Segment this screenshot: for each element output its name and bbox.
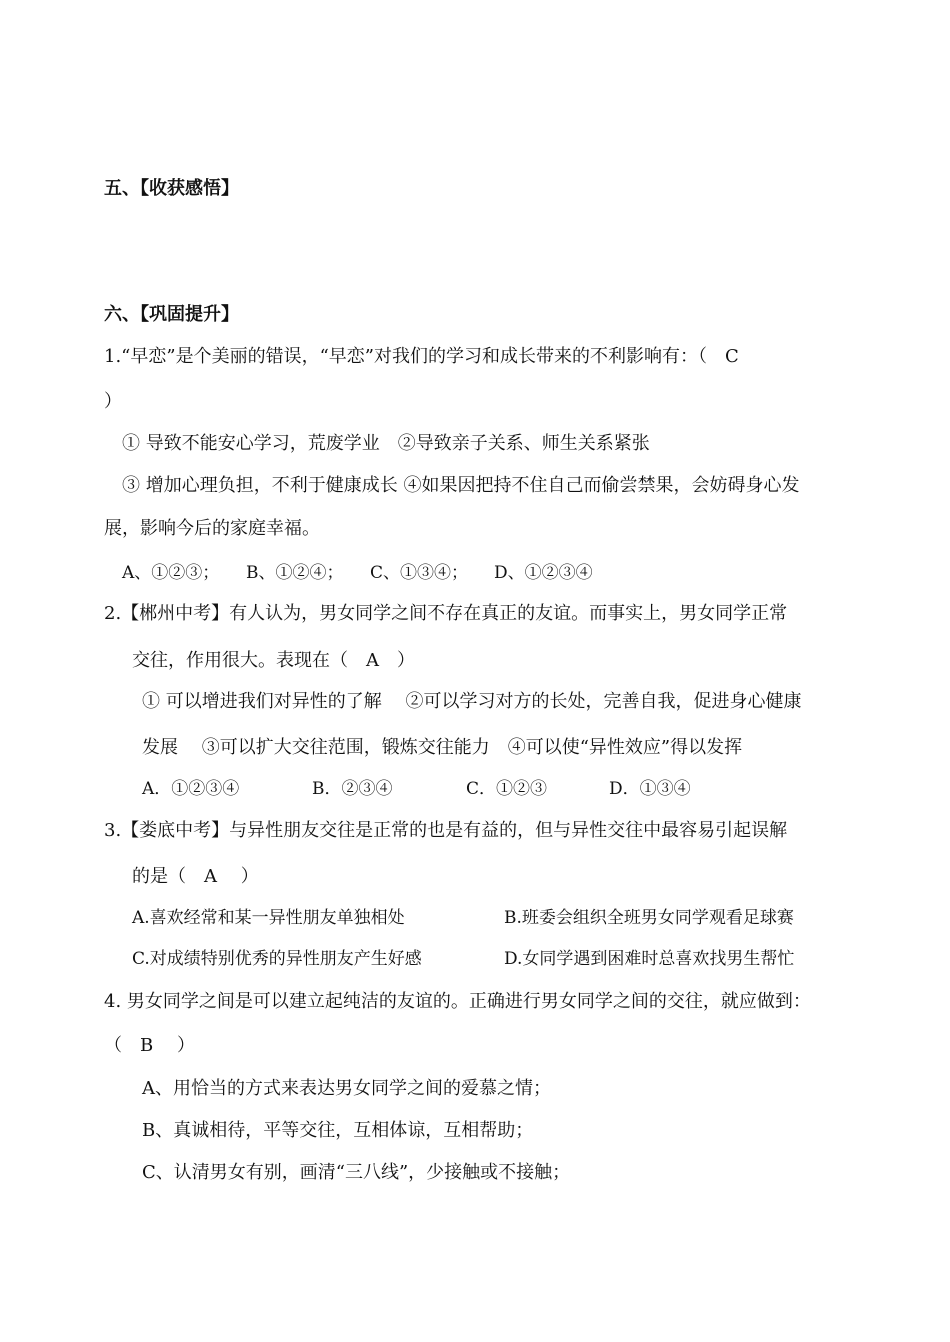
q1-option-a: A、①②③； bbox=[122, 563, 220, 583]
q2-stem-cont: 交往，作用很大。表现在（ A ） bbox=[132, 650, 415, 671]
q2-item-2-4: 发展 ③可以扩大交往范围，锻炼交往能力 ④可以使“异性效应”得以发挥 bbox=[142, 737, 743, 758]
q3-option-c: C.对成绩特别优秀的异性朋友产生好感 bbox=[132, 949, 422, 969]
q1-option-d: D、①②③④ bbox=[494, 563, 593, 583]
q3-option-a: A.喜欢经常和某一异性朋友单独相处 bbox=[132, 908, 405, 928]
section-six-heading: 六、【巩固提升】 bbox=[104, 304, 239, 325]
q1-item-4-cont: 展，影响今后的家庭幸福。 bbox=[104, 518, 320, 539]
q1-option-c: C、①③④； bbox=[370, 563, 469, 583]
q2-option-a: A．①②③④ bbox=[142, 779, 240, 799]
q3-option-b: B.班委会组织全班男女同学观看足球赛 bbox=[504, 908, 794, 928]
q2-stem: 2.【郴州中考】有人认为，男女同学之间不存在真正的友谊。而事实上，男女同学正常 bbox=[104, 603, 788, 624]
q3-stem-cont: 的是（ A ） bbox=[132, 866, 259, 887]
q3-stem: 3.【娄底中考】与异性朋友交往是正常的也是有益的，但与异性交往中最容易引起误解 bbox=[104, 820, 788, 841]
q2-item-1-2: ① 可以增进我们对异性的了解 ②可以学习对方的长处，完善自我，促进身心健康 bbox=[142, 691, 802, 712]
q4-option-c: C、认清男女有别，画清“三八线”，少接触或不接触； bbox=[142, 1162, 571, 1183]
q2-option-c: C．①②③ bbox=[466, 779, 548, 799]
q4-stem-cont: （ B ） bbox=[104, 1035, 195, 1056]
q2-option-b: B．②③④ bbox=[312, 779, 393, 799]
q2-option-d: D．①③④ bbox=[609, 779, 691, 799]
q1-stem: 1.“早恋”是个美丽的错误，“早恋”对我们的学习和成长带来的不利影响有：（ C bbox=[104, 346, 739, 367]
q1-item-3-4: ③ 增加心理负担，不利于健康成长 ④如果因把持不住自己而偷尝禁果，会妨碍身心发 bbox=[122, 475, 800, 496]
q4-stem: 4. 男女同学之间是可以建立起纯洁的友谊的。正确进行男女同学之间的交往，就应做到： bbox=[104, 991, 811, 1012]
section-five-heading: 五、【收获感悟】 bbox=[104, 178, 239, 199]
q3-option-d: D.女同学遇到困难时总喜欢找男生帮忙 bbox=[504, 949, 795, 969]
q1-item-1-2: ① 导致不能安心学习，荒废学业 ②导致亲子关系、师生关系紧张 bbox=[122, 433, 650, 454]
q1-option-b: B、①②④； bbox=[246, 563, 344, 583]
q4-option-b: B、真诚相待，平等交往，互相体谅，互相帮助； bbox=[142, 1120, 534, 1141]
q4-option-a: A、用恰当的方式来表达男女同学之间的爱慕之情； bbox=[142, 1078, 551, 1099]
q1-stem-cont: ） bbox=[104, 391, 122, 412]
